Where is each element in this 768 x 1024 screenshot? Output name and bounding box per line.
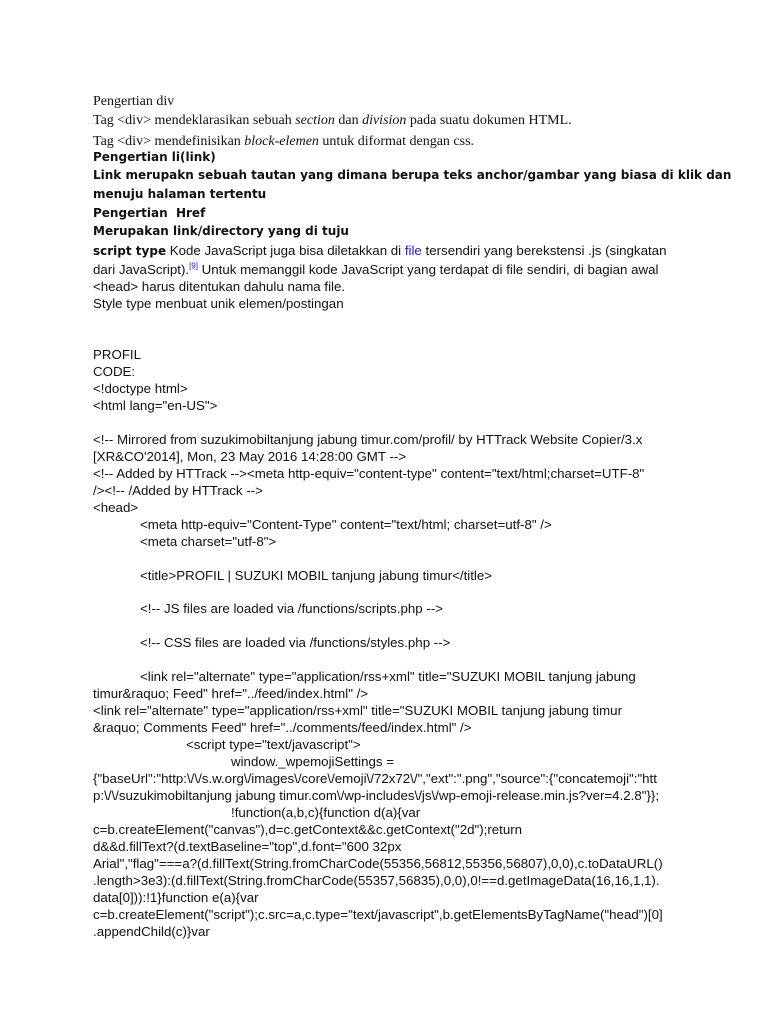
code-line: <link rel="alternate" type="application/rss+xml" title="SUZUKI MOBIL tanjung jabung xyxy=(140,669,636,684)
code-line: window._wpemojiSettings = xyxy=(231,754,394,769)
div-definition-title: Pengertian div xyxy=(93,94,175,109)
script-type-line-3: <head> harus ditentukan dahulu nama file. xyxy=(93,279,346,294)
code-line: <title>PROFIL | SUZUKI MOBIL tanjung jabung timur</title> xyxy=(140,568,493,583)
div-definition-line-1: Tag <div> mendeklarasikan sebuah section dan division pada suatu dokumen HTML. xyxy=(93,113,572,128)
code-line: <meta charset="utf-8"> xyxy=(140,534,277,549)
code-line: timur&raquo; Feed" href="../feed/index.html" /> xyxy=(93,686,369,701)
code-line: <link rel="alternate" type="application/rss+xml" title="SUZUKI MOBIL tanjung jabung timur xyxy=(93,703,623,718)
code-line: <html lang="en-US"> xyxy=(93,398,218,413)
code-line: <!-- JS files are loaded via /functions/scripts.php --> xyxy=(140,601,444,616)
code-line: /><!-- /Added by HTTrack --> xyxy=(93,483,263,498)
code-line: c=b.createElement("script");c.src=a,c.type="text/javascript",b.getElementsByTagName("head")[0] xyxy=(93,907,663,922)
code-line: p:\/\/suzukimobiltanjung jabung timur.com\/wp-includes\/js\/wp-emoji-release.min.js?ver=4.2.8"}}; xyxy=(93,788,660,803)
code-line: c=b.createElement("canvas"),d=c.getContext&&c.getContext("2d");return xyxy=(93,822,523,837)
code-line: <script type="text/javascript"> xyxy=(186,737,361,752)
li-definition-title: Pengertian li(link) xyxy=(93,150,216,164)
profil-heading: PROFIL xyxy=(93,347,142,362)
footnote-link[interactable]: [9] xyxy=(189,261,198,271)
code-line: data[0])):!1}function e(a){var xyxy=(93,890,259,905)
code-line: &raquo; Comments Feed" href="../comments/feed/index.html" /> xyxy=(93,720,472,735)
script-type-line-2: dari JavaScript).[9] Untuk memanggil kode JavaScript yang terdapat di file sendiri, di bagian awal xyxy=(93,261,659,277)
script-type-line-1: script type Kode JavaScript juga bisa diletakkan di file tersendiri yang berekstensi .js (singkatan xyxy=(93,243,667,258)
code-line: <!doctype html> xyxy=(93,381,188,396)
href-definition-body: Merupakan link/directory yang di tuju xyxy=(93,224,349,238)
code-label: CODE: xyxy=(93,364,136,379)
code-line: <!-- CSS files are loaded via /functions/styles.php --> xyxy=(140,635,451,650)
code-line: [XR&CO'2014], Mon, 23 May 2016 14:28:00 GMT --> xyxy=(93,449,407,464)
file-link[interactable]: file xyxy=(404,243,422,258)
code-line: <!-- Added by HTTrack --><meta http-equiv="content-type" content="text/html;charset=UTF-8" xyxy=(93,466,645,481)
code-line: <!-- Mirrored from suzukimobiltanjung jabung timur.com/profil/ by HTTrack Website Copier/3.x xyxy=(93,432,643,447)
code-line: .appendChild(c)}var xyxy=(93,924,210,939)
code-line: <meta http-equiv="Content-Type" content="text/html; charset=utf-8" /> xyxy=(140,517,552,532)
code-line: Arial","flag"===a?(d.fillText(String.fromCharCode(55356,56812,55356,56807),0,0),c.toDataURL() xyxy=(93,856,663,871)
div-definition-line-2: Tag <div> mendefinisikan block-elemen untuk diformat dengan css. xyxy=(93,134,475,149)
code-line: .length>3e3):(d.fillText(String.fromCharCode(55357,56835),0,0),0!==d.getImageData(16,16,1,1). xyxy=(93,873,660,888)
li-definition-body-2: menuju halaman tertentu xyxy=(93,187,267,201)
li-definition-body-1: Link merupakn sebuah tautan yang dimana berupa teks anchor/gambar yang biasa di klik dan xyxy=(93,168,732,182)
script-type-label: script type xyxy=(93,244,167,258)
code-line: !function(a,b,c){function d(a){var xyxy=(231,805,421,820)
href-definition-title: Pengertian Href xyxy=(93,206,206,220)
code-line: {"baseUrl":"http:\/\/s.w.org\/images\/core\/emoji\/72x72\/","ext":".png","source":{"concatemoji":"htt xyxy=(93,771,657,786)
code-line: <head> xyxy=(93,500,139,515)
style-type-line: Style type menbuat unik elemen/postingan xyxy=(93,296,344,311)
code-line: d&&d.fillText?(d.textBaseline="top",d.font="600 32px xyxy=(93,839,402,854)
